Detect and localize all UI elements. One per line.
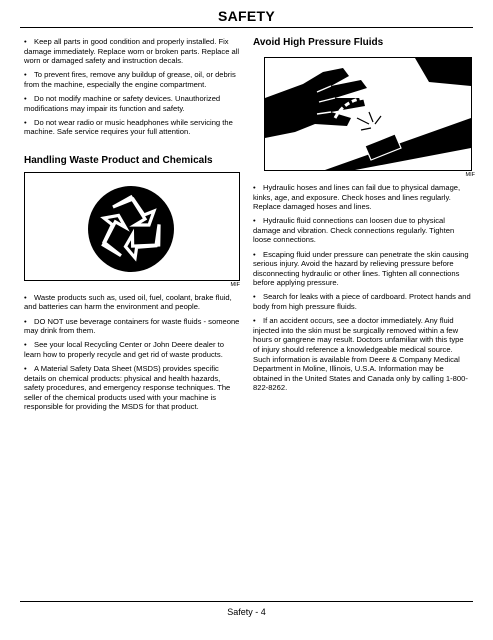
bullet-item — [253, 316, 471, 393]
bullet-item — [24, 70, 240, 89]
bullet-item — [253, 216, 471, 245]
bullet-item — [24, 364, 240, 412]
bullet-text: If an accident occurs, see a doctor immediately. Any fluid injected into the skin must be surgically removed within a few hours or gangrene may result. Doctors unfamiliar with this type of injury should reference a knowledgeable medical source. Such information is available from Deere & Company Medical Department in Moline, Illinois, U.S.A. Information may be obtained in the United States and Canada only by calling 1-800-822-8262. — [253, 316, 468, 393]
bullet-item — [24, 118, 240, 137]
bullet-item — [24, 94, 240, 113]
pressure-heading: Avoid High Pressure Fluids — [253, 37, 384, 48]
bullet-item — [253, 292, 471, 311]
bullet-icon: • — [24, 340, 27, 350]
header-divider — [20, 27, 473, 28]
bullet-text: To prevent fires, remove any buildup of grease, oil, or debris from the machine, especially the engine compartment. — [24, 70, 236, 89]
bullet-text: Do not wear radio or music headphones while servicing the machine. Safe service requires your full attention. — [24, 117, 233, 137]
bullet-text: Search for leaks with a piece of cardboard. Protect hands and body from high pressure fluids. — [253, 292, 471, 312]
bullet-icon: • — [253, 216, 256, 226]
figure-label: MIF — [465, 172, 475, 178]
footer-divider — [20, 601, 473, 602]
pressure-figure — [264, 57, 472, 171]
bullet-icon: • — [24, 93, 27, 103]
bullet-icon: • — [253, 183, 256, 192]
right-column — [253, 37, 475, 397]
bullet-icon: • — [24, 70, 27, 80]
bullet-item — [24, 37, 240, 66]
high-pressure-fluid-hand-icon — [265, 58, 471, 170]
page-number: Safety - 4 — [227, 607, 266, 617]
bullet-icon: • — [253, 292, 256, 302]
bullet-text: Hydraulic hoses and lines can fail due to physical damage, kinks, age, and exposure. Check hoses and lines regularly. Replace damaged hoses and lines. — [253, 183, 461, 212]
bullet-text: DO NOT use beverage containers for waste fluids - someone may drink from them. — [24, 316, 240, 336]
bullet-icon: • — [24, 37, 27, 46]
recycle-icon — [25, 173, 239, 280]
bullet-text: Keep all parts in good condition and properly installed. Fix damage immediately. Replace worn or broken parts. Replace all worn or damaged safety and instruction decals. — [24, 37, 240, 66]
bullet-icon: • — [24, 316, 27, 326]
bullet-text: Do not modify machine or safety devices. Unauthorized modifications may impair its function and safety. — [24, 93, 221, 113]
bullet-icon: • — [253, 316, 256, 326]
bullet-text: Escaping fluid under pressure can penetrate the skin causing serious injury. Avoid the hazard by relieving pressure before disconnecting hydraulic or other lines. Tighten all connections before applying pressure. — [253, 249, 469, 288]
bullet-icon: • — [24, 117, 27, 127]
bullet-item — [253, 183, 471, 212]
bullet-item — [24, 293, 240, 312]
recycle-figure — [24, 172, 240, 281]
bullet-icon: • — [24, 292, 27, 302]
bullet-text: A Material Safety Data Sheet (MSDS) provides specific details on chemical products: physical and health hazards, safety procedures, and emergency response techniques. The seller of the chemical products used with your machine is responsible for providing the MSDS for that product. — [24, 363, 231, 412]
bullet-item — [253, 250, 471, 288]
waste-heading: Handling Waste Product and Chemicals — [24, 154, 213, 166]
bullet-text: Waste products such as, used oil, fuel, coolant, brake fluid, and batteries can harm the environment and people. — [24, 292, 232, 312]
figure-label: MIF — [230, 281, 240, 288]
bullet-item — [24, 340, 240, 359]
bullet-text: See your local Recycling Center or John Deere dealer to learn how to properly recycle and get rid of waste products. — [24, 340, 224, 359]
bullet-text: Hydraulic fluid connections can loosen due to physical damage and vibration. Check connections regularly. Tighten loose connections. — [253, 216, 455, 245]
left-column — [24, 37, 240, 416]
page-title: SAFETY — [217, 8, 276, 24]
bullet-icon: • — [24, 363, 27, 373]
bullet-icon: • — [253, 249, 256, 259]
bullet-item — [24, 317, 240, 336]
